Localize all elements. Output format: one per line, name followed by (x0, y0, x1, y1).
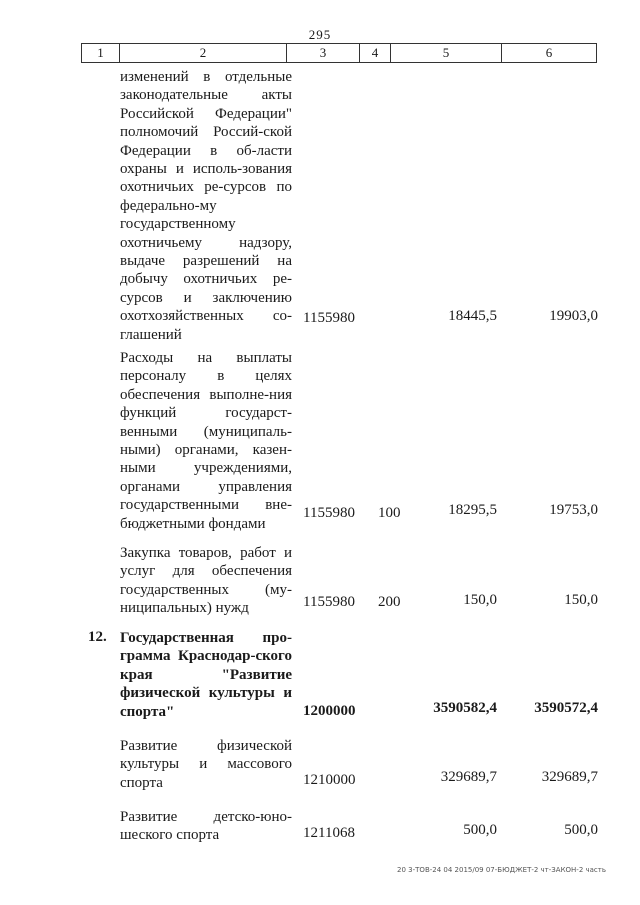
row-description: Развитие физической культуры и массового спорта (120, 738, 292, 791)
column-header-1: 1 (97, 45, 104, 60)
row-value-year-1: 3590582,4 (433, 700, 497, 716)
row-code: 1200000 (303, 703, 356, 719)
row-value-year-2: 329689,7 (541, 769, 598, 785)
row-code: 1210000 (303, 772, 356, 788)
column-header-3: 3 (319, 45, 327, 60)
row-value-year-2: 19753,0 (549, 502, 598, 518)
document-footer: 20 3-ТОВ-24 04 2015/09 07-БЮДЖЕТ-2 чт-ЗАКОН-2 часть (397, 866, 606, 874)
row-description: Развитие детско-юно-шеского спорта (120, 809, 292, 844)
column-header-row (81, 43, 597, 63)
row-value-year-2: 150,0 (564, 592, 598, 608)
row-expense-type: 200 (378, 594, 401, 610)
row-code: 1155980 (303, 310, 355, 326)
column-header-6: 6 (545, 45, 553, 60)
row-expense-type: 100 (378, 505, 401, 521)
row-number: 12. (88, 629, 107, 645)
row-value-year-1: 329689,7 (440, 769, 497, 785)
column-header-5: 5 (442, 45, 450, 60)
page-number: 295 (308, 27, 332, 42)
row-description: Расходы на выплаты персоналу в целях обеспечения выполне-ния функций государст-венными (муниципаль-ными) органами, казен-ными учреждениями, органами управления государственными вне-бюджетными фондами (120, 350, 292, 532)
row-value-year-1: 18445,5 (448, 308, 497, 324)
row-description: изменений в отдельные законодательные акты Российской Федерации" полномочий Россий-ской Федерации в об-ласти охраны и исполь-зования охотничьих ре-сурсов по федерально-му государственному охотничьему надзору, выдаче разрешений на добычу охотничьих ре-сурсов и заключению охотхозяйственных со-глашений (120, 69, 292, 343)
column-header-2: 2 (199, 45, 207, 60)
row-value-year-1: 18295,5 (448, 502, 497, 518)
row-code: 1211068 (303, 825, 355, 841)
row-value-year-1: 150,0 (463, 592, 497, 608)
row-code: 1155980 (303, 594, 355, 610)
row-description: Закупка товаров, работ и услуг для обеспечения государственных (му-ниципальных) нужд (120, 545, 292, 617)
row-code: 1155980 (303, 505, 355, 521)
column-header-4: 4 (371, 45, 379, 60)
row-value-year-1: 500,0 (463, 822, 497, 838)
row-value-year-2: 3590572,4 (534, 700, 598, 716)
row-value-year-2: 19903,0 (549, 308, 598, 324)
row-description: Государственная про-грамма Краснодар-ского края "Развитие физической культуры и спорта" (120, 630, 292, 720)
row-value-year-2: 500,0 (564, 822, 598, 838)
